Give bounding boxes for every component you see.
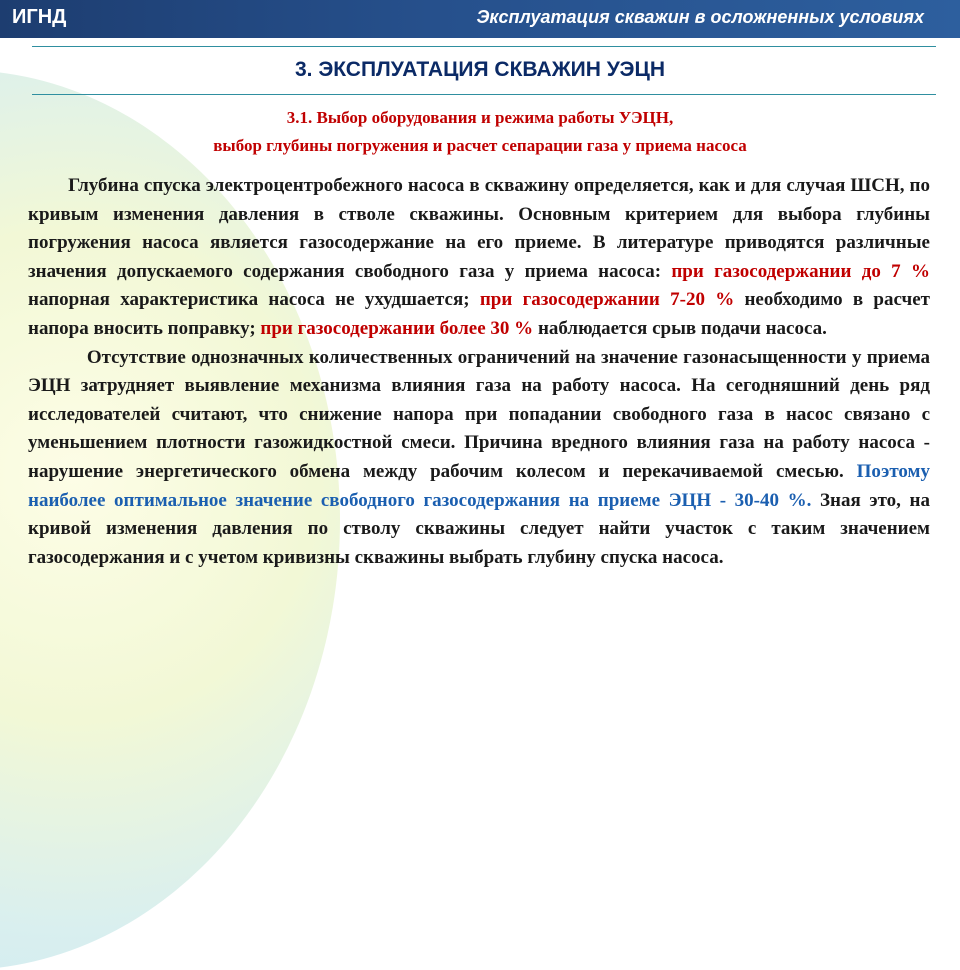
paragraph-2-text-a: Отсутствие однозначных количественных ограничений на значение газонасыщенности у приема ЭЦН затрудняет выявление механизма влияния газа на работу насоса. На сегодняшний день ряд исследователей считают, что снижение напора при попадании свободного газа в насос связано с уменьшением плотности газожидкостной смеси. Причина вредного влияния газа на работу насоса - нарушение энергетического обмена между рабочим колесом и перекачиваемой смесью. <box>28 346 931 482</box>
paragraph-1-highlight-b: при газосодержании 7-20 % <box>479 289 735 311</box>
paragraph-1 <box>28 172 930 344</box>
subsection-line-1: 3.1. Выбор оборудования и режима работы УЭЦН, <box>286 108 674 127</box>
paragraph-2 <box>28 344 930 573</box>
section-title: 3. ЭКСПЛУАТАЦИЯ СКВАЖИН УЭЦН <box>294 58 666 81</box>
subsection-heading <box>60 104 900 160</box>
paragraph-1-highlight-a: при газосодержании до 7 % <box>671 260 930 282</box>
body-text <box>28 172 930 572</box>
paragraph-2-indent <box>28 347 87 368</box>
header-logo: ИГНД <box>12 6 67 28</box>
title-divider <box>32 94 936 95</box>
paragraph-2-text-b: Зная это, на кривой изменения давления по стволу скважины следует найти участок с таким значением газосодержания и с учетом кривизны скважины выбрать глубину спуска насоса. <box>28 489 931 568</box>
paragraph-1-text-a: Глубина спуска электроцентробежного насоса в скважину определяется, как и для случая ШСН, по кривым изменения давления в стволе скважины. Основным критерием для выбора глубины погружения насоса является газосодержание на его приеме. В литературе приводятся различные значения допускаемого содержания свободного газа у приема насоса: <box>28 175 931 282</box>
subsection-line-2: выбор глубины погружения и расчет сепарации газа у приема насоса <box>213 136 747 155</box>
paragraph-1-highlight-c: при газосодержании более 30 % <box>260 317 534 339</box>
header-subject: Эксплуатация скважин в осложненных условиях <box>476 7 924 27</box>
paragraph-1-text-b: напорная характеристика насоса не ухудшается; <box>28 289 480 311</box>
paragraph-1-indent <box>28 175 68 196</box>
header-bar <box>0 0 960 38</box>
paragraph-1-text-c: необходимо в расчет напора вносить поправку; <box>28 289 930 339</box>
paragraph-1-text-d: наблюдается срыв подачи насоса. <box>533 317 827 339</box>
paragraph-2-highlight: Поэтому наиболее оптимальное значение свободного газосодержания на приеме ЭЦН - 30-40 %. <box>28 460 930 511</box>
top-divider <box>32 46 936 47</box>
